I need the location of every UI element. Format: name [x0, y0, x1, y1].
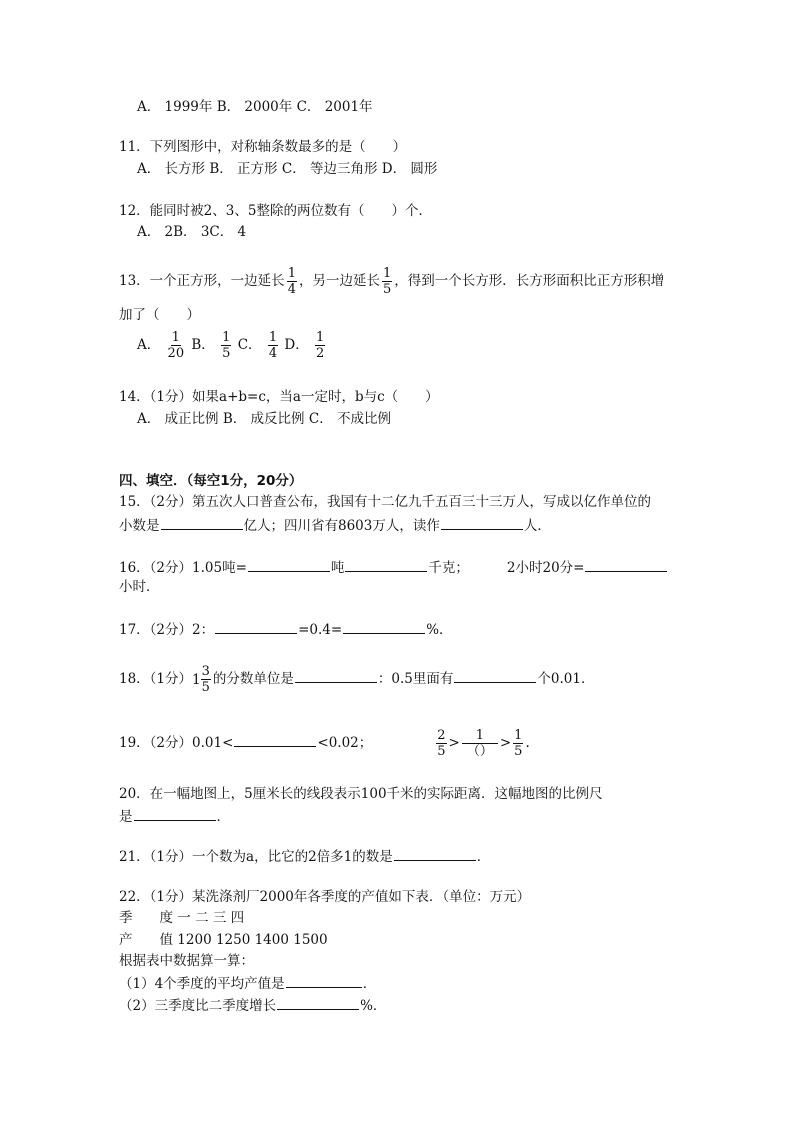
- q22-sub2-text: （2）三季度比二季度增长: [119, 998, 277, 1014]
- q16-text-b: 吨: [330, 560, 345, 576]
- q13-stem: [119, 266, 664, 297]
- q13-fraction-1-den: 4: [287, 282, 296, 297]
- section-heading-fill-blank: 四、填空．（每空1分，20分）: [119, 473, 303, 489]
- q20-line1: 20．在一幅地图上，5厘米长的线段表示100千米的实际距离．这幅地图的比例尺: [119, 786, 603, 802]
- q16-line2: 小时．: [119, 579, 160, 595]
- q16-text-a: 16．（2分）1.05吨=: [119, 560, 247, 576]
- q16-blank-2[interactable]: [345, 557, 427, 572]
- q22-stem: 22．（1分）某洗涤剂厂2000年各季度的产值如下表．（单位：万元）: [119, 889, 531, 905]
- q12-options: A． 2B． 3C． 4: [137, 224, 247, 240]
- q13-option-b-fraction: [221, 330, 231, 361]
- q13-fraction-1: [287, 266, 297, 297]
- q22-table-row-1: [119, 909, 244, 927]
- q15-text-a: 小数是: [119, 518, 160, 534]
- q13-option-c-label: C．: [237, 337, 262, 353]
- q19-gt-2: >: [499, 735, 512, 751]
- q18-fraction-num: 3: [201, 664, 210, 679]
- q13-option-d-fraction: [315, 330, 325, 361]
- q13-option-c-fraction: [268, 330, 278, 361]
- q18-fraction: [201, 664, 211, 695]
- q13-fraction-1-num: 1: [287, 266, 296, 281]
- q18-text-d: 个0.01．: [537, 671, 595, 687]
- q12-stem: 12．能同时被2、3、5整除的两位数有（ ）个．: [119, 203, 432, 219]
- q17-text-a: 17．（2分）2：: [119, 622, 215, 638]
- q18-whole: 1: [192, 671, 201, 688]
- q17-blank-1[interactable]: [215, 619, 297, 634]
- q14-options: [137, 410, 391, 428]
- q11-option-d: D． 圆形: [381, 161, 438, 177]
- q19-fraction-2: [462, 728, 498, 759]
- q11-option-c: C． 等边三角形: [281, 161, 378, 177]
- q14-option-a: A． 成正比例: [137, 411, 219, 427]
- q13-option-b-den: 5: [222, 346, 231, 361]
- q19-fraction-3: [513, 728, 523, 759]
- q13-option-d-num: 1: [316, 330, 325, 345]
- q15-line1: 15．（2分）第五次人口普查公布，我国有十二亿九千五百三十三万人，写成以亿作单位的: [119, 494, 652, 510]
- q21-end: ．: [476, 849, 491, 865]
- q18-blank-1[interactable]: [295, 668, 377, 683]
- q20-text-a: 是: [119, 809, 133, 825]
- q13-option-c-num: 1: [268, 330, 278, 345]
- q20-blank[interactable]: [134, 806, 216, 821]
- q18-mixed-number: [192, 664, 213, 695]
- q16-text-d: 2小时20分=: [506, 560, 585, 576]
- q20-line2: [119, 806, 230, 826]
- q15-blank-2[interactable]: [441, 515, 523, 530]
- q22-row2-label: 产 值: [119, 932, 173, 948]
- q22-sub1-end: ．: [362, 976, 377, 992]
- q15-text-c: 人．: [523, 518, 551, 534]
- q14-option-b: B． 成反比例: [222, 411, 305, 427]
- q16-text-c: 千克；: [428, 560, 469, 576]
- q13-option-a-num: 1: [171, 330, 180, 345]
- q13-option-d-den: 2: [316, 346, 325, 361]
- q22-row1-values: 一 二 三 四: [177, 910, 245, 926]
- q18-text-a: 18．（1分）: [119, 671, 193, 687]
- q11-stem: 11．下列图形中，对称轴条数最多的是（ ）: [119, 139, 407, 155]
- q13-option-a-fraction: [167, 330, 186, 361]
- q21-line: [119, 846, 490, 866]
- q10-option-a: A． 1999年: [137, 99, 213, 115]
- q22-row1-label: 季 度: [119, 910, 173, 926]
- q13-text-2: ，另一边延长: [298, 273, 380, 289]
- q19-text-b: <0.02；: [317, 735, 373, 751]
- q11-options: [137, 160, 437, 178]
- q19-end: .: [525, 735, 530, 751]
- q19-fraction-1-num: 2: [437, 728, 446, 743]
- q16-blank-3[interactable]: [585, 557, 667, 572]
- q18-text-b: 的分数单位是: [212, 671, 294, 687]
- q16-line1: [119, 557, 668, 577]
- q17-text-b: =0.4=: [298, 622, 343, 638]
- q22-intro: 根据表中数据算一算：: [119, 953, 254, 969]
- q13-options: [137, 330, 327, 361]
- q14-stem: 14．（1分）如果a+b=c，当a一定时，b与c（ ）: [119, 389, 439, 405]
- q19-blank-1[interactable]: [234, 732, 316, 747]
- q13-fraction-2: [382, 266, 392, 297]
- q22-table-row-2: [119, 931, 328, 949]
- q13-stem-line2: 加了（ ）: [119, 307, 200, 323]
- q19-text-a: 19．（2分）0.01<: [119, 735, 234, 751]
- q13-option-c-den: 4: [268, 346, 278, 361]
- q18-line: [119, 664, 594, 695]
- q17-text-c: %．: [426, 622, 453, 638]
- q19-fraction-3-den: 5: [514, 744, 523, 759]
- q10-options: [137, 98, 373, 116]
- q13-option-b-label: B．: [191, 337, 215, 353]
- q19-line: [119, 728, 530, 759]
- q19-fraction-3-num: 1: [514, 728, 523, 743]
- q10-option-b: B． 2000年: [216, 99, 293, 115]
- q16-blank-1[interactable]: [248, 557, 330, 572]
- q19-fraction-1-den: 5: [437, 744, 446, 759]
- q18-fraction-den: 5: [201, 680, 210, 695]
- q19-gt-1: >: [448, 735, 460, 751]
- q11-option-a: A． 长方形: [137, 161, 206, 177]
- q14-option-c: C． 不成比例: [308, 411, 391, 427]
- q13-text-1: 13．一个正方形，一边延长: [119, 273, 285, 289]
- q13-text-3: ，得到一个长方形．长方形面积比正方形积增: [394, 273, 665, 289]
- q13-option-a-label: A．: [137, 337, 161, 353]
- q11-option-b: B． 正方形: [209, 161, 278, 177]
- q19-fraction-2-num: 1: [462, 728, 498, 744]
- q13-option-a-den: 20: [167, 346, 185, 361]
- q18-text-c: ：0.5里面有: [377, 671, 454, 687]
- q15-text-b: 亿人；四川省有8603万人，读作: [243, 518, 440, 534]
- q10-option-c: C． 2001年: [296, 99, 373, 115]
- q20-end: ．: [216, 809, 230, 825]
- q22-sub2-end: %．: [360, 998, 387, 1014]
- q22-sub1-text: （1）4个季度的平均产值是: [119, 976, 285, 992]
- q22-sub1-blank[interactable]: [286, 973, 362, 988]
- q15-blank-1[interactable]: [161, 515, 243, 530]
- q15-line2: [119, 515, 551, 535]
- q19-fraction-1: [436, 728, 446, 759]
- q17-blank-2[interactable]: [343, 619, 425, 634]
- q22-sub1: [119, 973, 376, 993]
- q18-blank-2[interactable]: [454, 668, 536, 683]
- q21-text-a: 21．（1分）一个数为a，比它的2倍多1的数是: [119, 849, 393, 865]
- q19-fraction-2-den[interactable]: （）: [466, 744, 493, 759]
- q22-sub2: [119, 995, 386, 1015]
- q13-option-d-label: D．: [284, 337, 309, 353]
- q21-blank[interactable]: [394, 846, 476, 861]
- q22-sub2-blank[interactable]: [277, 995, 359, 1010]
- q17-line: [119, 619, 453, 639]
- q13-fraction-2-num: 1: [382, 266, 392, 281]
- q13-fraction-2-den: 5: [382, 282, 392, 297]
- q13-option-b-num: 1: [222, 330, 231, 345]
- q22-row2-values: 1200 1250 1400 1500: [177, 932, 328, 948]
